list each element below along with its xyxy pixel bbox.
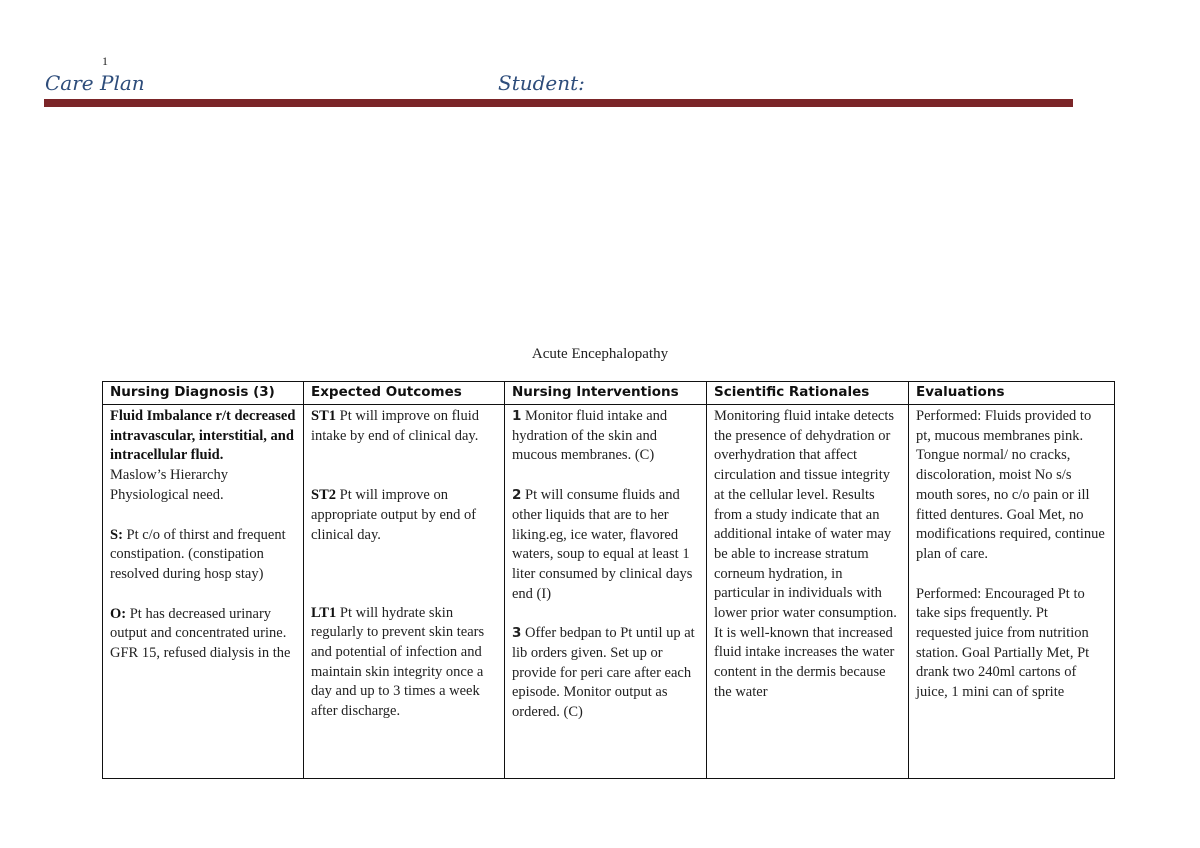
intervention-1 [512, 407, 699, 466]
outcome-lt1-text: Pt will hydrate skin regularly to prevent skin tears and potential of infection and maintain skin integrity once a day and up to 3 times a week after discharge. [311, 604, 485, 720]
intervention-1-text: Monitor fluid intake and hydration of the skin and mucous membranes. (C) [512, 408, 668, 464]
table-header-row [103, 382, 1115, 405]
objective-text: Pt has decreased urinary output and concentrated urine. GFR 15, refused dialysis in the [110, 605, 291, 662]
header-divider [44, 99, 1073, 107]
outcome-st2-text: Pt will improve on appropriate output by end of clinical day. [311, 487, 477, 543]
table-row [103, 405, 1115, 779]
column-header-outcomes: Expected Outcomes [304, 382, 505, 405]
objective-label: O: [110, 605, 127, 622]
column-header-interventions: Nursing Interventions [505, 382, 707, 405]
outcome-lt1 [311, 604, 497, 722]
diagnosis-cell [103, 405, 304, 779]
document-title: Acute Encephalopathy [531, 346, 669, 362]
intervention-3-text: Offer bedpan to Pt until up at lib orders given. Set up or provide for peri care after each episode. Monitor output as ordered. (C) [512, 625, 695, 721]
header-care-plan-title: Care Plan [45, 71, 145, 95]
outcome-st1 [311, 407, 497, 446]
subjective-text: Pt c/o of thirst and frequent constipation. (constipation resolved during hosp stay) [110, 526, 286, 582]
interventions-cell [505, 405, 707, 779]
outcome-st1-label: ST1 [311, 408, 336, 424]
outcome-lt1-label: LT1 [311, 604, 337, 621]
rationales-cell [707, 405, 909, 779]
column-header-rationales: Scientific Rationales [707, 382, 909, 405]
evaluation-2: Performed: Encouraged Pt to take sips frequently. Pt requested juice from nutrition station. Goal Partially Met, Pt drank two 240ml cartons of juice, 1 mini can of sprite [916, 585, 1090, 701]
subjective-label: S: [110, 526, 123, 543]
page-number: 1 [102, 54, 108, 68]
intervention-2-number: 2 [512, 487, 522, 504]
column-header-diagnosis: Nursing Diagnosis (3) [103, 382, 304, 405]
care-plan-table [102, 381, 1115, 779]
outcome-st2 [311, 486, 497, 545]
diagnosis-subjective [110, 526, 296, 585]
header-student-label: Student: [498, 71, 585, 95]
outcome-st1-text: Pt will improve on fluid intake by end of clinical day. [311, 408, 479, 444]
diagnosis-heading: Fluid Imbalance r/t decreased intravascular, interstitial, and intracellular fluid. [110, 408, 296, 464]
intervention-2 [512, 486, 699, 604]
intervention-2-text: Pt will consume fluids and other liquids that are to her liking.eg, ice water, flavored waters, soup to equal at least 1 liter consumed by clinical days end (I) [512, 487, 693, 602]
intervention-3-number: 3 [512, 625, 522, 642]
outcome-st2-label: ST2 [311, 487, 336, 504]
column-header-evaluations: Evaluations [909, 382, 1115, 405]
intervention-1-number: 1 [512, 408, 522, 424]
intervention-3 [512, 624, 699, 723]
evaluation-1: Performed: Fluids provided to pt, mucous membranes pink. Tongue normal/ no cracks, discoloration, moist No s/s mouth sores, no c/o pain or ill fitted dentures. Goal Met, no modifications required, continue plan of care. [916, 408, 1105, 562]
diagnosis-need: Maslow’s Hierarchy Physiological need. [110, 467, 228, 503]
rationale-text: Monitoring fluid intake detects the presence of dehydration or overhydration that affect circulation and tissue integrity at the cellular level. Results from a study indicate that an additional intake of water may be able to increase stratum corneum hydration, in particular in individuals with lower prior water consumption. It is well-known that increased fluid intake increases the water content in the dermis because the water [714, 408, 897, 700]
outcomes-cell [304, 405, 505, 779]
diagnosis-objective [110, 605, 296, 664]
evaluations-cell [909, 405, 1115, 779]
